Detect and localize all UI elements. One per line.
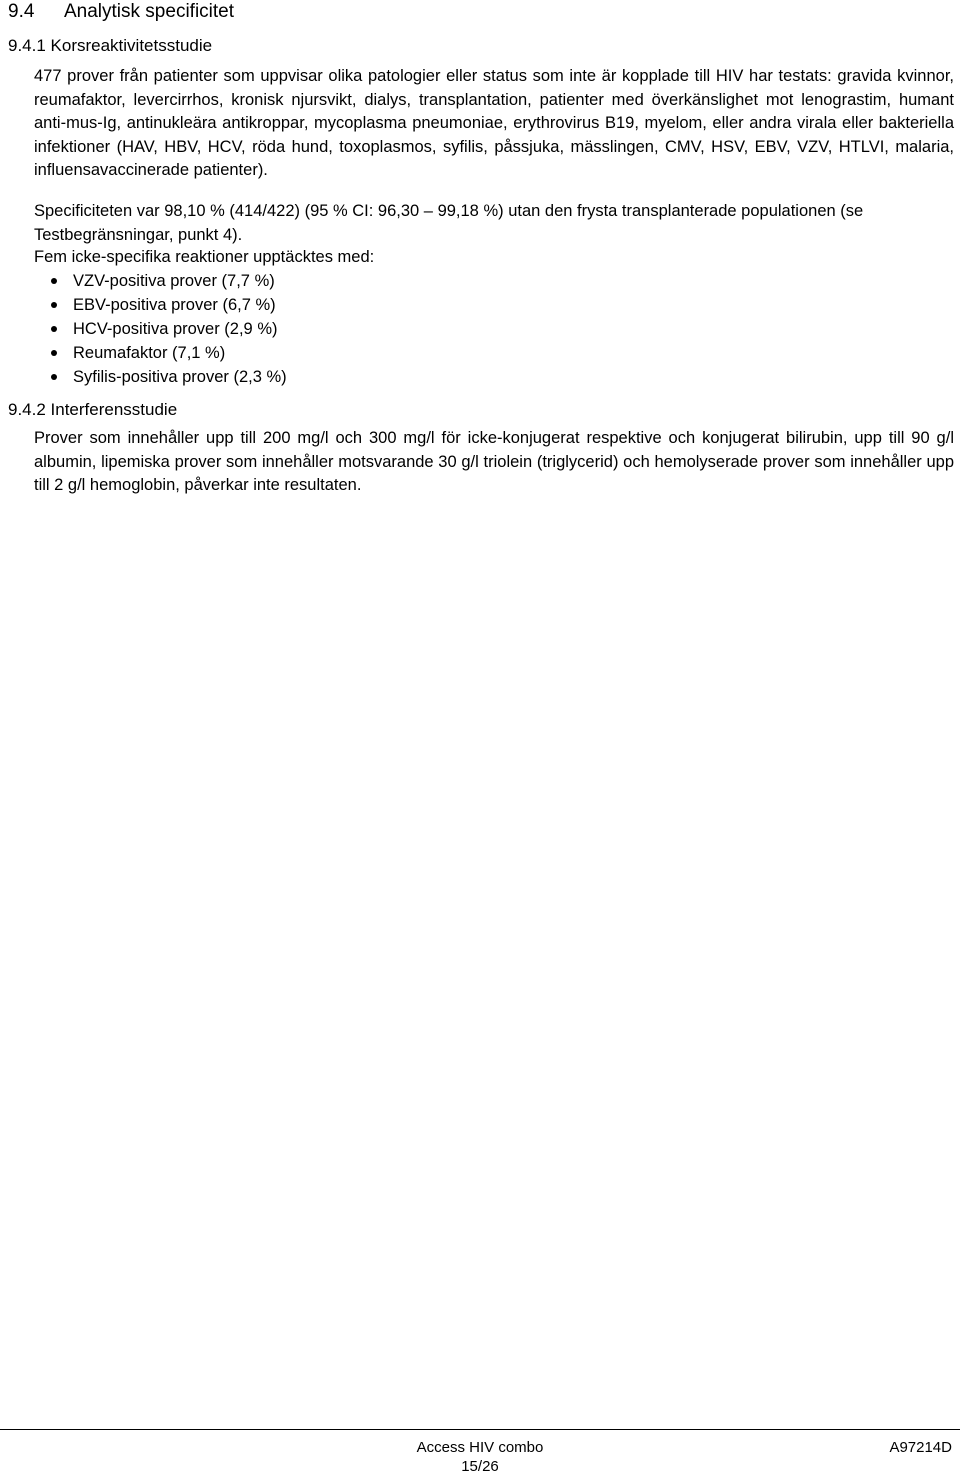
list-item: VZV-positiva prover (7,7 %) xyxy=(34,269,287,293)
section-title: Analytisk specificitet xyxy=(64,1,235,22)
bullet-icon xyxy=(51,350,57,356)
bullet-icon xyxy=(51,326,57,332)
section-heading xyxy=(8,0,234,24)
footer-page-number: 15/26 xyxy=(461,1458,499,1475)
footer-document-code: A97214D xyxy=(889,1439,952,1456)
bullet-icon xyxy=(51,302,57,308)
cross-reactivity-paragraph: 477 prover från patienter som uppvisar olika patologier eller status som inte är kopplade till HIV har testats: gravida kvinnor, reumafaktor, levercirrhos, kronisk njursvikt, dialys, transplantation, patienter med överkänslighet mot lenograstim, humant anti-mus-Ig, antinukleära antikroppar, mycoplasma pneumoniae, erythrovirus B19, myelom, eller andra virala eller bakteriella infektioner (HAV, HBV, HCV, röda hund, toxoplasmos, syfilis, påssjuka, mässlingen, CMV, HSV, EBV, VZV, HTLVI, malaria, influensavaccinerade patienter). xyxy=(34,67,954,179)
interference-paragraph: Prover som innehåller upp till 200 mg/l och 300 mg/l för icke-konjugerat respektive och konjugerat bilirubin, upp till 90 g/l albumin, lipemiska prover som innehåller motsvarande 30 g/l triolein (triglycerid) och hemolyserade prover som innehåller upp till 2 g/l hemoglobin, påverkar inte resultaten. xyxy=(34,429,954,494)
nonspecific-intro-paragraph: Fem icke-specifika reaktioner upptäcktes med: xyxy=(34,248,375,266)
subsection-heading-interference: 9.4.2 Interferensstudie xyxy=(8,400,178,419)
footer-divider xyxy=(0,1429,960,1430)
specificity-paragraph: Specificiteten var 98,10 % (414/422) (95 % CI: 96,30 – 99,18 %) utan den frysta transplanterade populationen (se Testbegränsningar, punkt 4). xyxy=(34,202,864,244)
list-item: Reumafaktor (7,1 %) xyxy=(34,341,287,365)
list-item: EBV-positiva prover (6,7 %) xyxy=(34,293,287,317)
subsection-heading-cross-reactivity: 9.4.1 Korsreaktivitetsstudie xyxy=(8,36,213,55)
section-number: 9.4 xyxy=(8,1,35,22)
bullet-icon xyxy=(51,278,57,284)
bullet-icon xyxy=(51,374,57,380)
nonspecific-reactions-list xyxy=(34,269,287,389)
footer-product-name: Access HIV combo xyxy=(416,1439,544,1456)
list-item: HCV-positiva prover (2,9 %) xyxy=(34,317,287,341)
list-item: Syfilis-positiva prover (2,3 %) xyxy=(34,365,287,389)
